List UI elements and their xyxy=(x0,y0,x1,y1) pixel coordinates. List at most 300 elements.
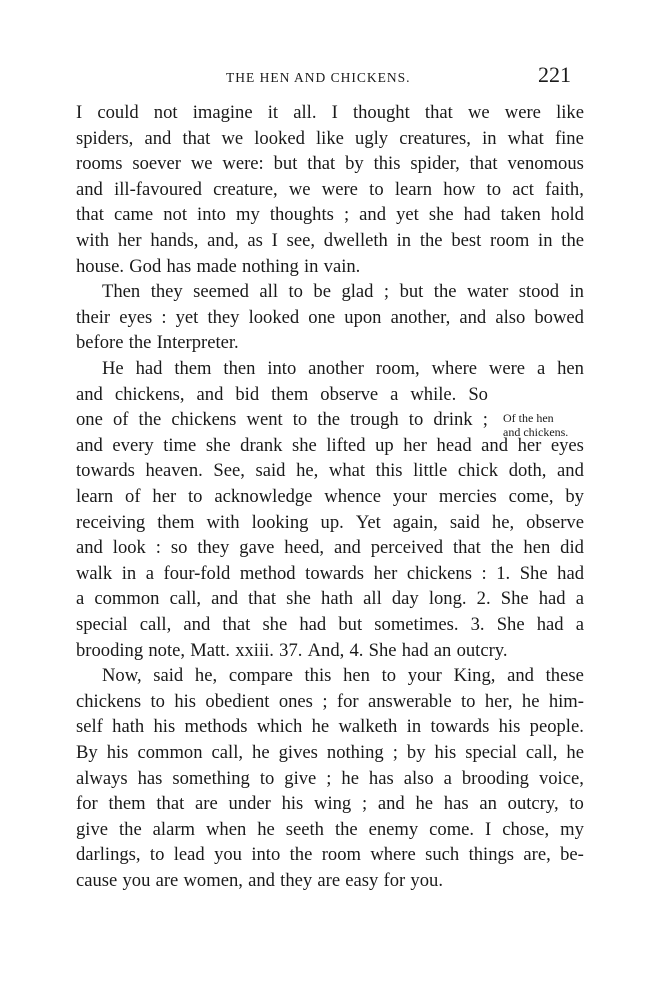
word: to xyxy=(188,486,203,507)
word: Then xyxy=(102,281,141,303)
text-line xyxy=(76,817,584,842)
word: they xyxy=(280,870,313,891)
word: whence xyxy=(324,486,382,507)
word: He xyxy=(102,358,124,379)
word: these xyxy=(545,665,584,687)
word: towards xyxy=(76,460,135,482)
word: could xyxy=(97,102,139,123)
word: the xyxy=(128,332,152,354)
word: best xyxy=(451,230,482,251)
word: chickens, xyxy=(114,383,185,405)
word: methods xyxy=(184,716,248,738)
word: people. xyxy=(529,716,584,738)
word: he, xyxy=(296,460,319,482)
word: obedient xyxy=(205,690,270,712)
word: little xyxy=(413,460,448,482)
word: you xyxy=(122,870,151,891)
word: be- xyxy=(560,844,584,866)
word: we xyxy=(190,153,213,175)
word: his xyxy=(106,742,129,763)
word: this xyxy=(375,460,403,482)
word: something xyxy=(172,767,250,789)
text-line xyxy=(102,279,584,304)
text-line xyxy=(76,689,584,714)
word: ; xyxy=(482,409,488,431)
word: another xyxy=(308,358,364,379)
word: up. xyxy=(320,511,344,533)
word: outcry, xyxy=(507,793,559,815)
word: the xyxy=(289,844,313,866)
word: while. xyxy=(410,383,457,405)
word: nothing xyxy=(241,255,299,277)
word: compare xyxy=(228,665,293,687)
word: the xyxy=(419,230,443,251)
text-line xyxy=(76,510,584,535)
word: an xyxy=(433,639,452,661)
word: cause xyxy=(76,870,118,891)
word: ; xyxy=(343,204,350,226)
word: : xyxy=(155,537,161,559)
word: brooding xyxy=(461,767,529,789)
word: not xyxy=(163,204,187,226)
word: upon xyxy=(344,306,382,328)
text-line xyxy=(76,100,584,125)
word: and xyxy=(481,434,509,456)
word: hath xyxy=(321,588,354,610)
word: I xyxy=(271,230,278,251)
word: seemed xyxy=(193,281,249,303)
word: eyes xyxy=(119,306,153,328)
word: in xyxy=(569,281,584,303)
word: he xyxy=(566,742,584,763)
word: observe xyxy=(526,511,584,533)
word: women, xyxy=(183,870,243,891)
word: gave xyxy=(239,537,275,559)
word: 1. xyxy=(496,562,511,584)
word: another, xyxy=(390,306,451,328)
word: enemy xyxy=(368,818,419,840)
word: room, xyxy=(375,358,420,379)
word: she xyxy=(428,204,454,226)
word: are xyxy=(317,870,341,891)
word: they xyxy=(197,537,230,559)
word: long. xyxy=(428,588,467,610)
word: yet xyxy=(396,204,419,226)
text-line xyxy=(76,330,584,355)
word: thoughts xyxy=(269,204,334,226)
word: into xyxy=(197,204,226,226)
word: I xyxy=(485,818,492,840)
word: note, xyxy=(148,639,186,661)
text-line xyxy=(102,356,584,381)
word: of xyxy=(125,486,141,507)
word: were xyxy=(321,178,358,200)
word: learn xyxy=(394,178,433,200)
word: hen xyxy=(523,537,551,559)
word: and xyxy=(377,793,405,815)
word: call, xyxy=(139,614,172,635)
word: a xyxy=(145,562,154,584)
word: bowed xyxy=(534,306,584,328)
word: ; xyxy=(392,742,398,763)
word: had xyxy=(538,588,566,610)
text-line xyxy=(76,766,584,791)
word: she xyxy=(262,614,288,635)
word: acknowledge xyxy=(214,486,313,507)
word: brooding xyxy=(76,639,144,661)
word: he xyxy=(415,793,434,815)
word: with xyxy=(206,511,240,533)
word: King, xyxy=(453,665,496,687)
word: four-fold xyxy=(163,562,231,584)
word: what xyxy=(507,127,544,149)
word: her xyxy=(403,434,427,456)
word: we xyxy=(221,127,244,149)
word: his xyxy=(281,793,304,815)
word: them xyxy=(108,793,146,815)
word: stood xyxy=(518,281,560,303)
word: my xyxy=(236,204,260,226)
text-line xyxy=(76,126,584,151)
word: vain. xyxy=(323,255,361,277)
word: like xyxy=(556,102,584,123)
word: imagine xyxy=(192,102,253,123)
word: also xyxy=(403,767,434,789)
word: spiders, xyxy=(76,127,134,149)
word: one xyxy=(308,306,336,328)
word: that xyxy=(307,153,336,175)
word: they xyxy=(207,306,240,328)
word: ; xyxy=(322,690,328,712)
word: ill-favoured xyxy=(114,178,202,200)
word: to xyxy=(569,793,584,815)
word: and xyxy=(359,204,387,226)
text-line xyxy=(76,868,584,893)
word: Now, xyxy=(102,665,142,687)
word: were: xyxy=(222,153,264,175)
word: in xyxy=(121,562,137,584)
word: wing xyxy=(314,793,352,815)
word: : xyxy=(481,562,487,584)
word: Yet xyxy=(355,511,381,533)
word: they xyxy=(150,281,183,303)
text-line xyxy=(76,612,584,637)
word: had xyxy=(557,562,584,584)
word: when xyxy=(205,818,247,840)
word: him- xyxy=(548,690,584,712)
word: xxiii. xyxy=(235,639,274,661)
word: faith, xyxy=(545,178,584,200)
word: she xyxy=(286,588,311,610)
word: came xyxy=(113,204,154,226)
word: we xyxy=(467,102,490,123)
word: a xyxy=(390,383,399,405)
text-line xyxy=(76,842,584,867)
text-line xyxy=(102,663,584,688)
word: but xyxy=(399,281,424,303)
word: in xyxy=(303,255,319,277)
word: head xyxy=(436,434,472,456)
word: the xyxy=(138,409,162,431)
word: easy xyxy=(345,870,379,891)
word: venomous xyxy=(507,153,584,175)
word: her xyxy=(517,434,542,456)
word: that xyxy=(469,153,498,175)
word: and xyxy=(507,665,534,687)
word: to xyxy=(408,409,424,431)
word: sometimes. xyxy=(374,614,459,635)
word: where xyxy=(370,844,416,866)
word: your xyxy=(407,665,442,687)
word: observe xyxy=(320,383,379,405)
word: are xyxy=(195,793,218,815)
word: darlings, xyxy=(76,844,141,866)
word: special xyxy=(465,742,517,763)
word: had xyxy=(536,614,564,635)
word: and, xyxy=(207,230,239,251)
word: his xyxy=(174,690,197,712)
word: ; xyxy=(383,281,390,303)
word: made xyxy=(196,255,237,277)
word: for xyxy=(383,870,406,891)
word: he, xyxy=(194,665,218,687)
word: are xyxy=(155,870,179,891)
word: to xyxy=(486,178,501,200)
word: dwelleth xyxy=(323,230,388,251)
text-line xyxy=(76,202,584,227)
word: their xyxy=(76,306,111,328)
word: her xyxy=(373,562,398,584)
word: to xyxy=(292,409,308,431)
word: chickens xyxy=(406,562,472,584)
word: has xyxy=(166,255,192,277)
word: a xyxy=(575,614,584,635)
word: he xyxy=(257,818,275,840)
word: room xyxy=(490,230,530,251)
word: which xyxy=(256,716,303,738)
word: her xyxy=(152,486,177,507)
word: how xyxy=(443,178,476,200)
word: that xyxy=(156,793,185,815)
text-line xyxy=(76,305,584,330)
word: that xyxy=(452,537,481,559)
word: the xyxy=(433,281,457,303)
word: doth, xyxy=(508,460,547,482)
word: as xyxy=(247,230,263,251)
word: said xyxy=(449,511,480,533)
word: chick xyxy=(457,460,499,482)
text-line xyxy=(76,151,584,176)
word: method xyxy=(239,562,296,584)
word: yet xyxy=(175,306,199,328)
text-line xyxy=(76,484,584,509)
word: chickens xyxy=(171,409,237,431)
word: in xyxy=(538,230,553,251)
word: come. xyxy=(429,818,475,840)
word: alarm xyxy=(152,818,195,840)
word: to xyxy=(460,690,476,712)
word: the xyxy=(334,818,358,840)
word: went xyxy=(246,409,283,431)
word: we xyxy=(288,178,311,200)
word: into xyxy=(251,844,281,866)
word: like xyxy=(316,127,344,149)
word: his xyxy=(498,716,521,738)
word: and xyxy=(459,306,487,328)
text-line xyxy=(76,228,584,253)
margin-note-line-1: Of the hen xyxy=(503,411,554,425)
word: in xyxy=(396,230,412,251)
word: all xyxy=(259,281,278,303)
word: to xyxy=(149,844,165,866)
word: he xyxy=(521,690,540,712)
word: time xyxy=(163,434,197,456)
word: drink xyxy=(433,409,473,431)
word: See, xyxy=(213,460,245,482)
word: ; xyxy=(361,793,368,815)
text-line xyxy=(76,535,584,560)
word: rooms xyxy=(76,153,123,175)
word: for xyxy=(76,793,98,815)
word: the xyxy=(561,230,584,251)
word: hands, xyxy=(150,230,199,251)
text-line xyxy=(76,586,584,611)
word: receiving xyxy=(76,511,146,533)
word: that xyxy=(76,204,104,226)
word: to xyxy=(259,767,275,789)
word: day xyxy=(391,588,419,610)
word: one xyxy=(76,409,103,431)
word: again, xyxy=(392,511,438,533)
word: room xyxy=(321,844,361,866)
word: a xyxy=(443,767,452,789)
word: walk xyxy=(76,562,113,584)
word: had xyxy=(463,204,491,226)
word: spider, xyxy=(410,153,460,175)
word: see, xyxy=(286,230,316,251)
margin-note-line-2: and chickens. xyxy=(503,425,569,439)
word: and xyxy=(76,178,103,200)
word: to xyxy=(381,665,397,687)
text-line xyxy=(76,254,584,279)
word: soever xyxy=(132,153,181,175)
word: by xyxy=(565,486,584,507)
word: an xyxy=(479,793,497,815)
word: what xyxy=(328,460,366,482)
word: towards xyxy=(430,716,490,738)
word: his xyxy=(434,742,457,763)
word: he xyxy=(311,716,330,738)
word: to xyxy=(369,178,384,200)
word: Interpreter. xyxy=(156,332,239,354)
word: looked xyxy=(248,306,300,328)
word: where xyxy=(431,358,478,379)
word: By xyxy=(76,742,98,763)
word: I xyxy=(331,102,338,123)
word: 37. xyxy=(279,639,303,661)
word: it xyxy=(267,102,279,123)
word: voice, xyxy=(538,767,584,789)
word: a xyxy=(575,588,584,610)
word: and xyxy=(76,434,103,456)
word: she xyxy=(205,434,231,456)
running-head: THE HEN AND CHICKENS. xyxy=(226,70,411,85)
word: the xyxy=(118,818,142,840)
word: and xyxy=(557,460,584,482)
word: before xyxy=(76,332,124,354)
word: this xyxy=(373,153,401,175)
word: her xyxy=(117,230,142,251)
word: look xyxy=(112,537,146,559)
word: 2. xyxy=(476,588,491,610)
word: call, xyxy=(525,742,558,763)
word: were xyxy=(488,358,526,379)
word: that xyxy=(222,614,251,635)
word: them xyxy=(271,383,309,405)
text-line xyxy=(76,740,584,765)
text-line xyxy=(76,638,584,663)
word: had xyxy=(135,358,163,379)
word: mercies xyxy=(438,486,497,507)
word: to xyxy=(150,690,165,712)
word: to xyxy=(288,281,303,303)
word: house. xyxy=(76,255,125,277)
word: and xyxy=(211,588,239,610)
word: them xyxy=(157,511,195,533)
text-line xyxy=(76,177,584,202)
word: ugly xyxy=(355,127,389,149)
word: but xyxy=(273,153,298,175)
word: She xyxy=(496,614,525,635)
word: were xyxy=(504,102,541,123)
word: for xyxy=(336,690,359,712)
word: answerable xyxy=(367,690,452,712)
word: also xyxy=(495,306,526,328)
word: has xyxy=(443,793,469,815)
word: looking xyxy=(251,511,309,533)
word: heed, xyxy=(284,537,325,559)
word: by xyxy=(345,153,364,175)
word: common xyxy=(94,588,160,610)
word: such xyxy=(425,844,460,866)
word: taken xyxy=(500,204,541,226)
word: and xyxy=(144,127,172,149)
text-line xyxy=(76,407,488,432)
word: and xyxy=(76,383,103,405)
word: 4. xyxy=(349,639,364,661)
word: the xyxy=(317,409,341,431)
word: hen xyxy=(557,358,584,379)
word: chose, xyxy=(502,818,550,840)
word: walketh xyxy=(338,716,398,738)
word: you xyxy=(214,844,242,866)
word: lifted xyxy=(326,434,366,456)
word: but xyxy=(338,614,363,635)
word: a xyxy=(536,358,546,379)
word: did xyxy=(560,537,584,559)
word: God xyxy=(129,255,162,277)
word: under xyxy=(228,793,271,815)
word: 3. xyxy=(470,614,485,635)
word: ; xyxy=(326,767,332,789)
word: She xyxy=(368,639,397,661)
word: drank xyxy=(240,434,283,456)
word: special xyxy=(76,614,128,635)
word: you. xyxy=(410,870,443,891)
word: and xyxy=(333,537,361,559)
word: said xyxy=(255,460,286,482)
word: had xyxy=(299,614,327,635)
